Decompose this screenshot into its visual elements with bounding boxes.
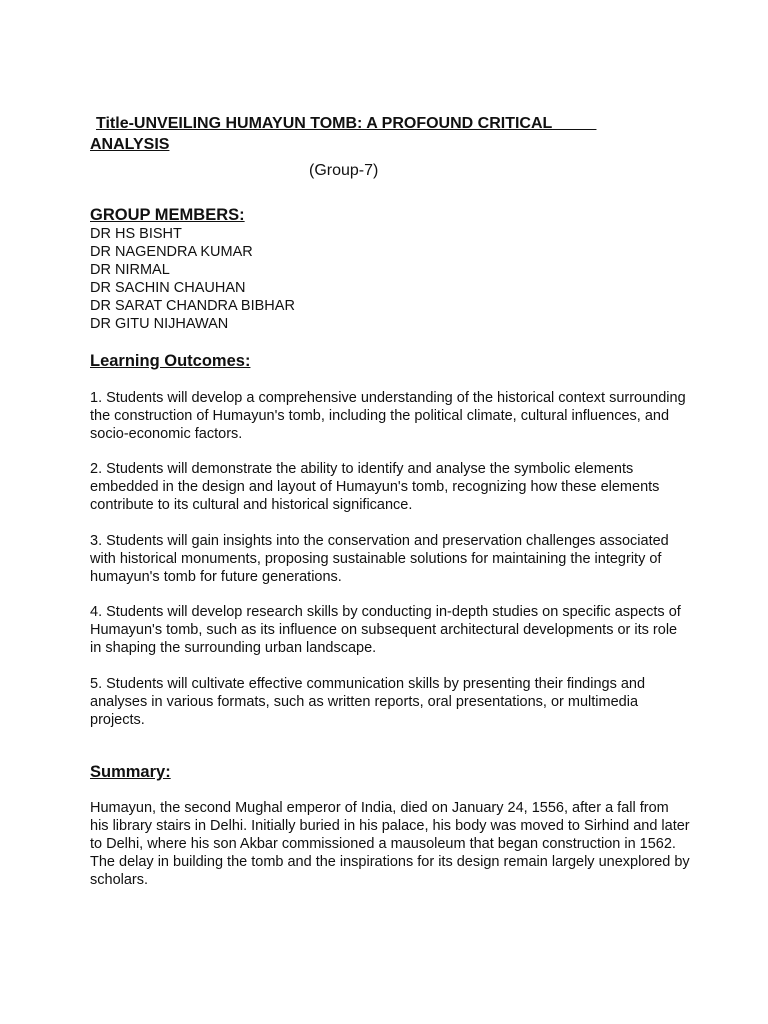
outcome-paragraph: 5. Students will cultivate effective communication skills by presenting their findings and analyses in various formats, such as written reports, oral presentations, or multimedia projects. [90, 676, 646, 728]
member-item: DR SACHIN CHAUHAN [90, 280, 246, 296]
title-line-2: ANALYSIS [90, 136, 170, 153]
member-item: DR NAGENDRA KUMAR [90, 244, 253, 260]
summary-heading: Summary: [90, 763, 171, 781]
outcome-paragraph: 2. Students will demonstrate the ability to identify and analyse the symbolic elements embedded in the design and layout of Humayun's tomb, recognizing how these elements contribute to its cultural and historical significance. [90, 461, 660, 513]
member-item: DR HS BISHT [90, 226, 182, 242]
outcome-paragraph: 1. Students will develop a comprehensive understanding of the historical context surrounding the construction of Humayun's tomb, including the political climate, cultural influences, and socio-economic factors. [90, 390, 686, 442]
members-list [90, 225, 295, 333]
members-heading: GROUP MEMBERS: [90, 206, 245, 224]
title-line-1: Title-UNVEILING HUMAYUN TOMB: A PROFOUND CRITICAL [96, 115, 553, 132]
outcome-paragraph: 4. Students will develop research skills by conducting in-depth studies on specific aspects of Humayun's tomb, such as its influence on subsequent architectural developments or its role in shaping the surrounding urban landscape. [90, 604, 681, 656]
member-item: DR GITU NIJHAWAN [90, 316, 229, 332]
outcomes-heading: Learning Outcomes: [90, 352, 251, 370]
member-item: DR SARAT CHANDRA BIBHAR [90, 298, 295, 314]
document-title [90, 113, 690, 155]
group-label: (Group-7) [309, 162, 379, 179]
member-item: DR NIRMAL [90, 262, 170, 278]
outcome-paragraph: 3. Students will gain insights into the conservation and preservation challenges associated with historical monuments, proposing sustainable solutions for maintaining the integrity of humayun's tomb for future generations. [90, 533, 669, 585]
summary-paragraph: Humayun, the second Mughal emperor of India, died on January 24, 1556, after a fall from his library stairs in Delhi. Initially buried in his palace, his body was moved to Sirhind and later to Delhi, where his son Akbar commissioned a mausoleum that began construction in 1562. The delay in building the tomb and the inspirations for its design remain largely unexplored by scholars. [90, 800, 690, 888]
